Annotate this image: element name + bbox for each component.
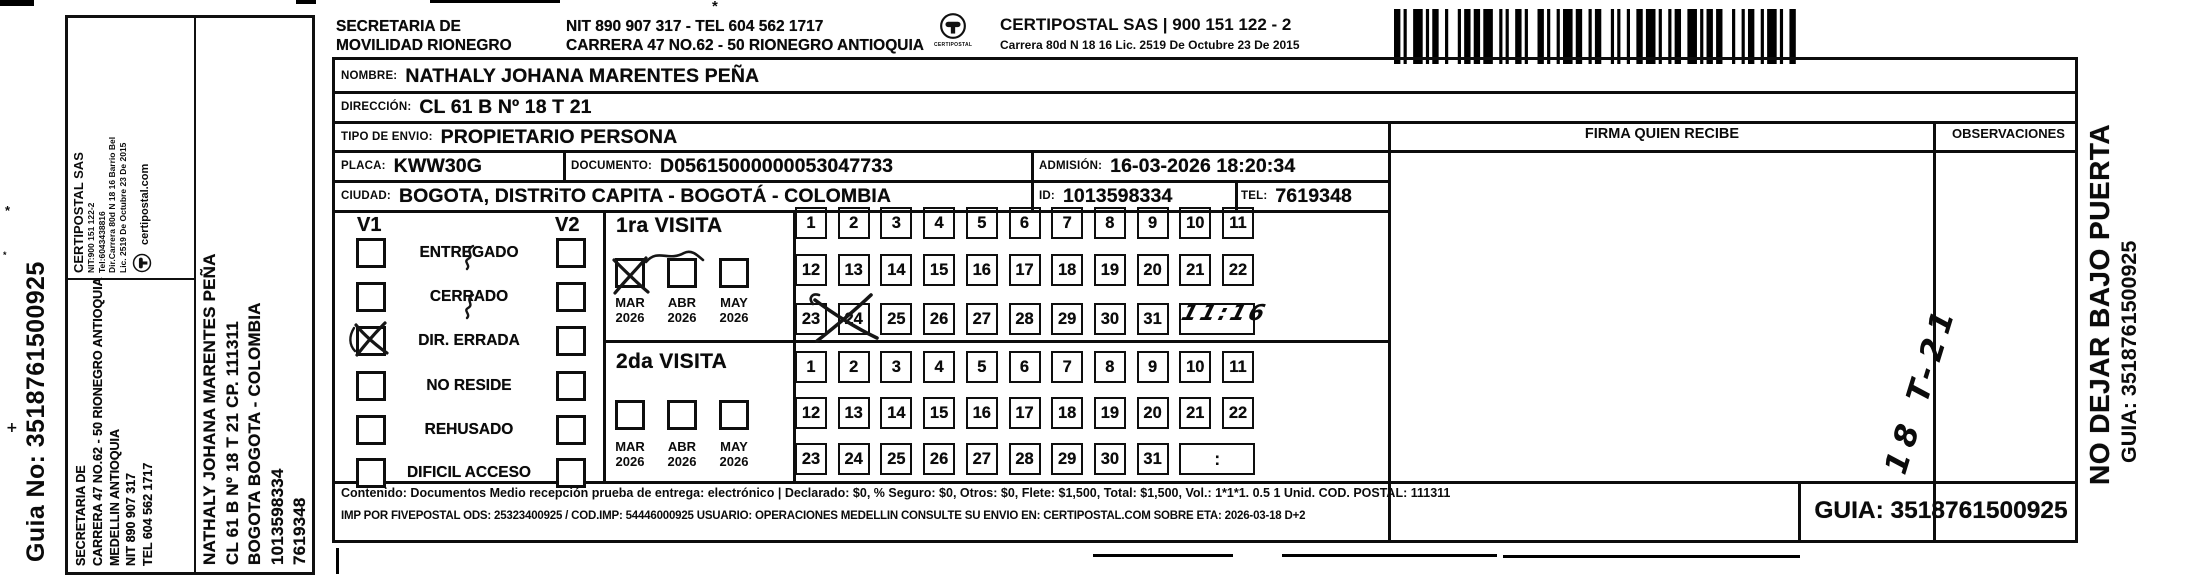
day-cell-30: 30 (1094, 443, 1126, 475)
day-cell-19: 19 (1094, 254, 1126, 286)
day-cell-25: 25 (880, 443, 912, 475)
certipostal-name: CERTIPOSTAL SAS (71, 152, 86, 273)
day-cell-20: 20 (1137, 397, 1169, 429)
rotated-address-box (65, 15, 315, 575)
day-cell-1: 1 (795, 351, 827, 383)
year-label: 2026 (719, 310, 749, 325)
field-ciudad (341, 182, 891, 210)
field-value: CL 61 B Nº 18 T 21 (419, 95, 592, 118)
day-cell-18: 18 (1051, 254, 1083, 286)
field-nombre (341, 62, 759, 90)
rotated-sender-row (68, 18, 196, 572)
field-value: KWW30G (393, 154, 482, 177)
day-cell-12: 12 (795, 397, 827, 429)
day-cell-4: 4 (923, 207, 955, 239)
field-tipo-envio (341, 123, 677, 151)
day-cell-17: 17 (1009, 397, 1041, 429)
checkbox-visit2-may (719, 400, 749, 430)
field-tel (1241, 182, 1352, 210)
day-cell-27: 27 (966, 303, 998, 335)
handwritten-x-day-24 (806, 288, 886, 348)
text-line: Dir.Carrera 80d N 18 16 Barrio Bel (107, 136, 117, 273)
day-cell-3: 3 (880, 351, 912, 383)
guia-number-box: GUIA: 3518761500925 (1814, 496, 2068, 524)
field-label: ID: (1039, 190, 1055, 202)
time-box: : (1179, 443, 1255, 475)
scan-artifact: + (6, 420, 18, 436)
year-label: 2026 (615, 454, 645, 469)
handwritten-x-visit1-mar (606, 246, 706, 302)
day-cell-24: 24 (838, 443, 870, 475)
day-cell-21: 21 (1179, 254, 1211, 286)
field-value: 16-03-2026 18:20:34 (1110, 154, 1296, 177)
scan-artifact (1093, 554, 1233, 557)
month-label: ABR (667, 295, 697, 310)
guia-number-vertical-left: Guia No: 3518761500925 (22, 261, 50, 562)
field-placa (341, 152, 482, 180)
scan-artifact (1503, 555, 1800, 558)
text-line: TEL 604 562 1717 (141, 462, 156, 566)
field-value: BOGOTA, DISTRiTO CAPITA - BOGOTÁ - COLOMBIA (398, 184, 892, 207)
day-cell-6: 6 (1009, 207, 1041, 239)
year-label: 2026 (719, 454, 749, 469)
certipostal-title: CERTIPOSTAL SAS | 900 151 122 - 2 (1000, 15, 1292, 34)
footer-content-line: Contenido: Documentos Medio recepción prueba de entrega: electrónico | Declarado: $0, % Seguro: $0, Otros: $0, Flete: $1,500, Total: $1,500, Vol.: 1*1*1. 0.5 1 Unid. COD. POSTAL: 111311 (341, 486, 1451, 500)
day-cell-23: 23 (795, 443, 827, 475)
day-cell-4: 4 (923, 351, 955, 383)
day-cell-29: 29 (1051, 303, 1083, 335)
day-cell-29: 29 (1051, 443, 1083, 475)
field-documento (571, 152, 893, 180)
day-cell-25: 25 (880, 303, 912, 335)
day-cell-16: 16 (966, 254, 998, 286)
checkbox-visit2-mar (615, 400, 645, 430)
certipostal-subtitle: Carrera 80d N 18 16 Lic. 2519 De Octubre 23 De 2015 (1000, 38, 1300, 52)
text-line: BOGOTA BOGOTA - COLOMBIA (245, 302, 265, 565)
day-cell-15: 15 (923, 397, 955, 429)
field-label: NOMBRE: (341, 70, 398, 82)
field-label: TIPO DE ENVIO: (341, 131, 433, 143)
year-label: 2026 (615, 310, 645, 325)
field-value: 7619348 (1275, 184, 1352, 207)
day-cell-8: 8 (1094, 207, 1126, 239)
certipostal-info-block (68, 18, 194, 280)
day-cell-24: 24 (838, 303, 870, 335)
field-id (1039, 182, 1172, 210)
scan-artifact: * (3, 250, 7, 260)
firma-signature-area (1391, 153, 1933, 481)
scan-artifact (1282, 554, 1497, 557)
day-cell-28: 28 (1009, 443, 1041, 475)
day-cell-22: 22 (1222, 254, 1254, 286)
header-sender-name: SECRETARIA DE MOVILIDAD RIONEGRO (336, 18, 512, 54)
observaciones-header: OBSERVACIONES (1952, 126, 2065, 141)
sender-address-block (68, 277, 194, 572)
certipostal-logo-icon (934, 12, 972, 48)
day-cell-26: 26 (923, 303, 955, 335)
day-cell-22: 22 (1222, 397, 1254, 429)
certipostal-logo-icon (132, 253, 157, 273)
text-line: Tel:6043438816 (96, 211, 107, 273)
visit2-day-grid (793, 351, 1388, 481)
day-cell-28: 28 (1009, 303, 1041, 335)
v2-column-header: V2 (555, 214, 580, 236)
year-label: 2026 (667, 454, 697, 469)
day-cell-11: 11 (1222, 351, 1254, 383)
day-cell-5: 5 (966, 207, 998, 239)
checkbox-visit1-may (719, 258, 749, 288)
header-certipostal (1000, 15, 1300, 52)
text-line: SECRETARIA DE (74, 465, 88, 566)
day-cell-13: 13 (838, 397, 870, 429)
day-cell-7: 7 (1051, 351, 1083, 383)
day-cell-27: 27 (966, 443, 998, 475)
text-line: CL 61 B Nº 18 T 21 CP. 111311 (222, 321, 242, 565)
scan-artifact (430, 0, 560, 3)
field-label: ADMISIÓN: (1039, 160, 1103, 172)
day-cell-18: 18 (1051, 397, 1083, 429)
footer-imp-line: IMP POR FIVEPOSTAL ODS: 25323400925 / COD.IMP: 54446000925 USUARIO: OPERACIONES MEDELLIN CONSULTE SU ENVIO EN: CERTIPOSTAL.COM SOBRE ETA: 2026-03-18 D+2 (341, 510, 1306, 522)
field-value: D05615000000053047733 (660, 154, 894, 177)
day-cell-3: 3 (880, 207, 912, 239)
month-label: MAR (615, 295, 645, 310)
day-cell-1: 1 (795, 207, 827, 239)
status-option-label: NO RESIDE (426, 377, 512, 394)
day-cell-7: 7 (1051, 207, 1083, 239)
handwritten-squiggle (460, 244, 480, 272)
field-admision (1039, 152, 1295, 180)
right-vertical-block (2084, 124, 2142, 485)
day-cell-12: 12 (795, 254, 827, 286)
text-line: MEDELLIN ANTIOQUIA (107, 428, 122, 566)
field-value: PROPIETARIO PERSONA (440, 125, 678, 148)
day-cell-10: 10 (1179, 207, 1211, 239)
checkbox-visit2-abr (667, 400, 697, 430)
year-label: 2026 (667, 310, 697, 325)
day-cell-17: 17 (1009, 254, 1041, 286)
text-line: NIT 890 907 317 (124, 472, 139, 566)
month-label: MAY (720, 439, 748, 454)
status-option-label: REHUSADO (424, 421, 514, 438)
field-label: DIRECCIÓN: (341, 101, 412, 113)
day-cell-31: 31 (1137, 443, 1169, 475)
status-option-label: DIR. ERRADA (418, 332, 520, 349)
handwritten-squiggle (460, 293, 480, 321)
field-value: 1013598334 (1062, 184, 1173, 207)
header-sender-contact: NIT 890 907 317 - TEL 604 562 1717 CARRERA 47 NO.62 - 50 RIONEGRO ANTIOQUIA (566, 18, 924, 54)
scan-artifact: * (712, 0, 718, 15)
handwritten-x-dir-errada (349, 317, 393, 361)
text-line: 1013598334 (267, 468, 287, 565)
day-cell-15: 15 (923, 254, 955, 286)
field-direccion (341, 93, 592, 121)
status-option-label: CERRADO (429, 288, 509, 305)
month-label: ABR (667, 439, 697, 454)
month-label: MAY (720, 295, 748, 310)
field-label: CIUDAD: (341, 190, 391, 202)
field-label: PLACA: (341, 160, 386, 172)
day-cell-6: 6 (1009, 351, 1041, 383)
day-cell-11: 11 (1222, 207, 1254, 239)
day-cell-9: 9 (1137, 207, 1169, 239)
handwritten-time-visit1: 11:16 (1178, 301, 1271, 326)
no-dejar-warning: NO DEJAR BAJO PUERTA (2084, 123, 2115, 485)
day-cell-13: 13 (838, 254, 870, 286)
day-cell-31: 31 (1137, 303, 1169, 335)
certipostal-details (86, 23, 128, 273)
day-cell-14: 14 (880, 254, 912, 286)
day-cell-19: 19 (1094, 397, 1126, 429)
day-cell-5: 5 (966, 351, 998, 383)
visit1-title: 1ra VISITA (616, 214, 723, 237)
day-cell-23: 23 (795, 303, 827, 335)
barcode (1394, 9, 1802, 64)
day-cell-21: 21 (1179, 397, 1211, 429)
day-cell-30: 30 (1094, 303, 1126, 335)
scan-artifact: * (5, 203, 11, 218)
day-cell-14: 14 (880, 397, 912, 429)
month-label: MAR (615, 439, 645, 454)
recipient-address-block (196, 18, 315, 572)
text-line: Lic. 2519 De Octubre 23 De 2015 (117, 142, 128, 273)
day-cell-20: 20 (1137, 254, 1169, 286)
text-line: NIT:900 151 122-2 (86, 202, 96, 273)
waybill-table (332, 57, 2078, 543)
text-line: 7619348 (290, 497, 310, 565)
status-option-label: ENTREGADO (419, 244, 519, 261)
field-label: TEL: (1241, 190, 1268, 202)
day-cell-9: 9 (1137, 351, 1169, 383)
scan-artifact (336, 548, 339, 574)
day-cell-2: 2 (838, 207, 870, 239)
status-option-label: DIFICIL ACCESO (406, 464, 531, 481)
scan-artifact (0, 0, 34, 6)
text-line: CARRERA 47 NO.62 - 50 RIONEGRO ANTIOQUIA (90, 277, 105, 566)
field-value: NATHALY JOHANA MARENTES PEÑA (405, 64, 760, 87)
day-cell-16: 16 (966, 397, 998, 429)
scan-artifact (296, 0, 316, 4)
day-cell-10: 10 (1179, 351, 1211, 383)
visit2-month-section (603, 342, 793, 481)
guia-number-vertical-right: GUIA: 3518761500925 (2117, 240, 2141, 463)
field-label: DOCUMENTO: (571, 160, 653, 172)
day-cell-2: 2 (838, 351, 870, 383)
day-cell-8: 8 (1094, 351, 1126, 383)
text-line: NATHALY JOHANA MARENTES PEÑA (200, 253, 219, 565)
visit2-title: 2da VISITA (616, 350, 728, 373)
day-cell-26: 26 (923, 443, 955, 475)
handwritten-firma-note: 18 T-21 (1878, 300, 1964, 479)
logo-caption: CERTIPOSTAL (934, 42, 973, 48)
firma-header: FIRMA QUIEN RECIBE (1584, 126, 1740, 142)
certipostal-website: certipostal.com (138, 163, 151, 245)
v1-column-header: V1 (357, 214, 382, 236)
